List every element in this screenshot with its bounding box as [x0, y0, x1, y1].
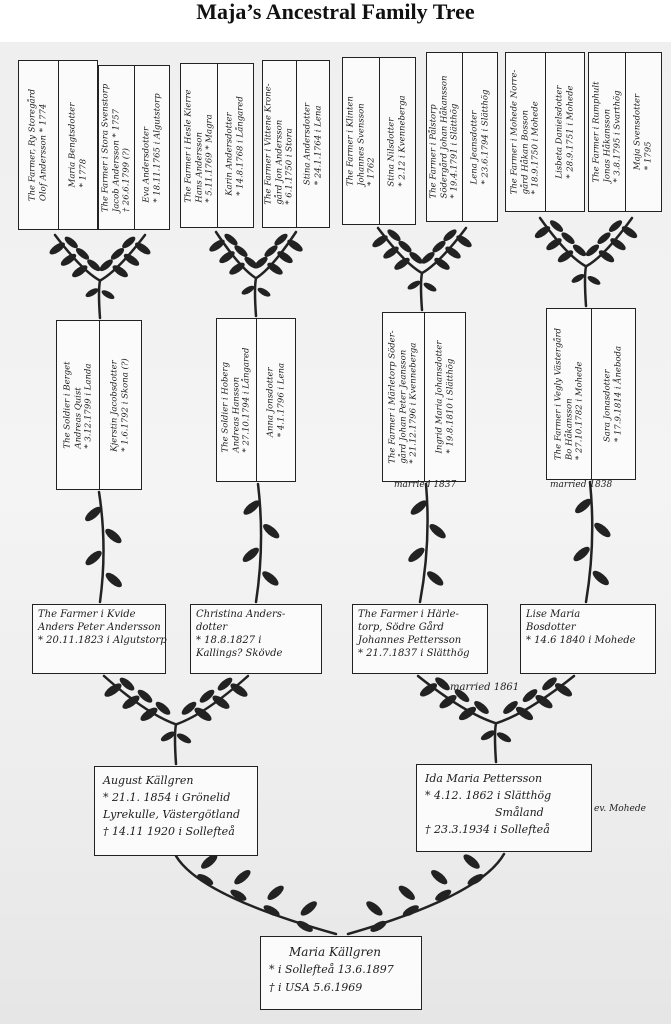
g4-person-1: The Soldier i Berget Andreas Quist * 3.12.1799 i Landa: [62, 361, 93, 449]
g5-pair-3: [180, 63, 254, 228]
g5-pair-7: [505, 52, 585, 212]
branch-leaf: [408, 498, 429, 517]
branch-leaf: [573, 496, 594, 515]
g3-person-4: Lise Maria Bosdotter * 14.6 1840 i Mohede: [520, 604, 656, 674]
marriage-note-1861: married 1861: [450, 682, 520, 693]
g5-pair-6: [426, 52, 498, 222]
g5-person-4: Eva Andersdotter * 18.11.1765 i Algutstorp: [141, 92, 162, 203]
root-born: * i Sollefteå 13.6.1897: [269, 963, 394, 976]
branch-leaf: [285, 237, 304, 254]
branch-leaf: [590, 568, 611, 587]
branch-leaf: [406, 279, 421, 291]
branch-leaf: [370, 233, 389, 250]
branch-stem: [421, 273, 422, 310]
birthplace-note-mohede: ev. Mohede: [594, 804, 646, 814]
g4-person-6: Ingrid Maria Johansdotter * 19.8.1810 i Slätthög: [434, 340, 455, 454]
branch-leaf: [84, 286, 99, 298]
branch-leaf: [364, 899, 385, 918]
branch-leaf: [571, 544, 592, 563]
g3-person-2: Christina Anders- dotter * 18.8.1827 i Kallings? Skövde: [190, 604, 322, 674]
branch-stem: [495, 723, 496, 762]
branch-leaf: [83, 504, 104, 523]
g5-pair-5: [342, 57, 416, 225]
g4-person-7: The Farmer i Vegly Västergård Bo Håkansson * 27.10.1782 i Mohede: [553, 328, 584, 460]
g5-person-3: The Farmer i Stora Svenstorp Jacob Andersson * 1757 † 26.6.1799 (?): [100, 83, 132, 212]
g5-person-16: Maja Svensdotter * 1795: [632, 93, 654, 171]
branch-leaf: [207, 237, 226, 254]
branch-leaf: [298, 899, 319, 918]
branch-leaf: [48, 240, 67, 257]
g4-pair-4: [546, 308, 636, 480]
g5-person-15: The Farmer i Rumphult Jonas Håkansson * 3.8.1795 i Svarthög: [591, 81, 622, 183]
branch-stem: [176, 676, 248, 724]
branch-leaf: [425, 569, 446, 588]
branch-stem: [104, 676, 176, 724]
branch-leaf: [241, 498, 262, 517]
branch-leaf: [592, 520, 613, 539]
g5-person-9: The Farmer i Klinten Johannes Svensson * 1762: [345, 96, 376, 186]
branch-stem: [255, 278, 256, 316]
g3-person-1: The Farmer i Kvide Anders Peter Andersson * 20.11.1823 i Algutstorp: [32, 604, 166, 674]
branch-leaf: [406, 545, 427, 564]
g4-person-8: Sara Jonasdotter * 17.9.1814 i Åneboda: [602, 345, 624, 443]
branch-stem: [99, 281, 100, 318]
branch-leaf: [133, 240, 152, 257]
branch-leaf: [265, 883, 286, 902]
branch-leaf: [495, 730, 512, 744]
branch-leaf: [260, 569, 281, 588]
branch-leaf: [427, 522, 448, 541]
branch-stem: [175, 724, 176, 764]
g5-person-5: The Farmer i Hesle Kierre Hans Andersson * 5.11.1769 * Magra: [183, 88, 214, 203]
root-name: Maria Källgren: [289, 945, 382, 959]
g5-person-10: Stina Nilsdotter * 2.12 i Kvenneberga: [386, 95, 408, 187]
g5-person-2: Maria Bengtsdotter * 1778: [67, 102, 88, 188]
g2-person-2: Ida Maria Pettersson * 4.12. 1862 i Slätthög Småland † 23.3.1934 i Sollefteå: [416, 764, 592, 852]
g5-pair-4: [262, 60, 330, 228]
g5-person-8: Stina Andersdotter * 24.1.1764 i Lena: [302, 102, 323, 186]
g4-person-3: The Soldier i Hoberg Andreas Hansson * 27.10.1794 i Långared: [220, 347, 252, 453]
branch-leaf: [422, 281, 437, 293]
branch-leaf: [103, 570, 124, 589]
g4-pair-2: [216, 318, 296, 482]
branch-leaf: [240, 545, 261, 564]
branch-leaf: [454, 233, 473, 250]
branch-stem: [176, 856, 336, 934]
branch-leaf: [232, 868, 253, 887]
branch-leaf: [103, 526, 124, 545]
branch-leaf: [83, 548, 104, 567]
branch-leaf: [100, 288, 115, 300]
branch-leaf: [240, 284, 255, 296]
branch-stem: [348, 854, 504, 934]
g4-person-5: The Farmer i Märletorp Söder- gård Johan Peter Jeansson * 21.12.1796 i Kvenneberga: [387, 330, 419, 464]
g3-person-3: The Farmer i Härle- torp, Södre Gård Johannes Pettersson * 21.7.1837 i Slätthög: [352, 604, 488, 674]
branch-leaf: [586, 274, 601, 286]
g5-pair-2: [98, 65, 170, 230]
g5-pair-8: [588, 52, 662, 212]
page-title: Maja’s Ancestral Family Tree: [196, 0, 475, 24]
branch-leaf: [175, 731, 192, 745]
branch-leaf: [461, 852, 482, 871]
branch-leaf: [596, 230, 613, 246]
branch-leaf: [261, 522, 282, 541]
branch-stem: [585, 266, 586, 306]
branch-leaf: [256, 286, 271, 298]
root-person: [260, 936, 422, 1010]
g4-person-4: Anna Jonsdotter * 4.1.1796 i Lena: [265, 362, 286, 438]
g2-person-1: August Källgren * 21.1. 1854 i Grönelid Lyrekulle, Västergötland † 14.11 1920 i Sollefteå: [94, 766, 258, 856]
marriage-note-1838: married 1838: [550, 480, 613, 490]
branch-leaf: [570, 272, 585, 284]
root-died: † i USA 5.6.1969: [269, 981, 363, 994]
g5-person-7: The Farmer i Vittene Krone- gård Jon Andersson * 6.1.1750 i Stora: [263, 83, 295, 205]
marriage-note-1837: married 1837: [394, 480, 457, 490]
g5-person-12: Lena Jeansdotter * 23.6.1794 i Slätthög: [469, 89, 490, 185]
g5-person-14: Lisbeta Danielsdotter * 28.9.1751 i Mohede: [554, 85, 575, 179]
g5-person-1: The Farmer, Ry Storegård Olof Andersson * 1774: [27, 88, 49, 202]
branch-leaf: [429, 868, 450, 887]
g4-pair-3: [382, 312, 466, 482]
g5-person-6: Karin Andersdotter * 14.8.1768 i Långared: [224, 95, 246, 196]
g5-person-11: The Farmer i Pålstorp Södergård Johan Håkansson * 19.4.1791 i Slätthög: [428, 75, 460, 199]
branch-leaf: [560, 230, 577, 246]
g4-person-2: Kjerstin Jacobsdotter * 1.6.1792 i Skona (?): [109, 358, 131, 452]
branch-leaf: [396, 883, 417, 902]
g5-person-13: The Farmer i Mohede Norre- gård Håkan Bosson * 18.9.1750 i Mohede: [509, 69, 541, 195]
g5-pair-1: [18, 60, 98, 230]
g4-pair-1: [56, 320, 142, 490]
